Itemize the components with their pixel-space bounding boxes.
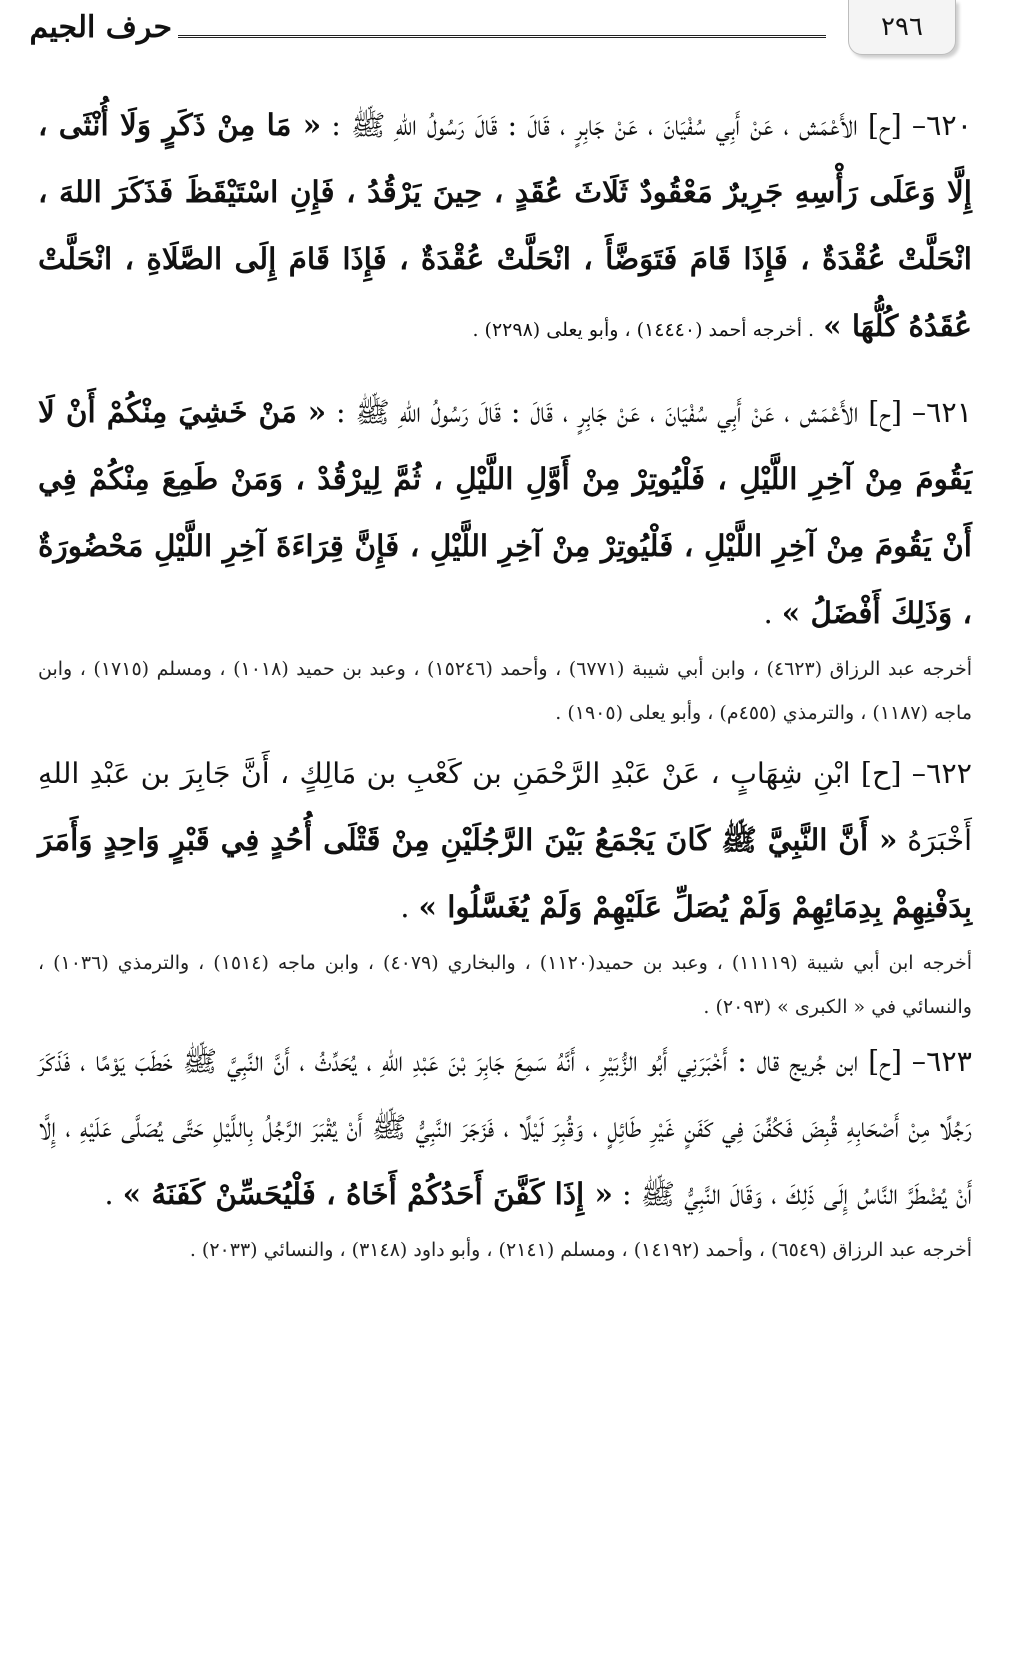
hadith-number: ٦٢١	[926, 396, 973, 429]
hadith-text: « أَنَّ النَّبِيَّ ﷺ كَانَ يَجْمَعُ بَيْنَ الرَّجُلَيْنِ مِنْ قَتْلَى أُحُدٍ فِي قَبْرٍ وَاحِدٍ وَأَمَرَ بِدَفْنِهِمْ بِدِمَائِهِمْ وَلَمْ يُصَلِّ عَلَيْهِمْ وَلَمْ يُغَسَّلُوا »	[38, 822, 972, 924]
hadith-tail: .	[104, 1178, 114, 1211]
hadith-chain: [ح] ابْنِ شِهَابٍ ، عَنْ عَبْدِ الرَّحْمَنِ بن كَعْبِ بن مَالِكٍ ، أَنَّ جَابِرَ بن عَبْدِ اللهِ أَخْبَرَهُ	[38, 757, 972, 857]
hadith-chain: [ح] الأَعْمَش ، عَنْ أَبِي سُفْيَانَ ، عَنْ جَابِرٍ ، قَالَ : قَالَ رَسُولُ اللهِ ﷺ :	[331, 109, 902, 142]
takhrij-note: أخرجه عبد الرزاق (٤٦٢٣) ، وابن أبي شيبة (٦٧٧١) ، وأحمد (١٥٢٤٦) ، وعبد بن حميد (١٠١٨) ، ومسلم (١٧١٥) ، وابن ماجه (١١٨٧) ، والترمذي (٤٥٥م) ، وأبو يعلى (١٩٠٥) .	[38, 658, 972, 724]
hadith-number: ٦٢٠	[926, 109, 973, 142]
takhrij-note: أخرجه عبد الرزاق (٦٥٤٩) ، وأحمد (١٤١٩٢) ، ومسلم (٢١٤١) ، وأبو داود (٣١٤٨) ، والنسائي (٢٠٣٣) .	[189, 1239, 972, 1261]
hadith-number: ٦٢٣	[926, 1045, 972, 1078]
hadith-number: ٦٢٢	[926, 757, 972, 790]
page-content	[38, 92, 972, 1272]
hadith-tail: .	[763, 597, 773, 630]
hadith-tail: . أخرجه أحمد (١٤٤٤٠) ، وأبو يعلى (٢٢٩٨) .	[472, 319, 815, 341]
hadith-text: « مَا مِنْ ذَكَرٍ وَلَا أُنْثَى ، إِلَّا وَعَلَى رَأْسِهِ جَرِيرٌ مَعْقُودٌ ثَلَاثَ عُقَدٍ ، حِينَ يَرْقُدُ ، فَإِنِ اسْتَيْقَظَ فَذَكَرَ اللهَ ، انْحَلَّتْ عُقْدَةٌ ، فَإِذَا قَامَ فَتَوَضَّأَ ، انْحَلَّتْ عُقْدَةٌ ، فَإِذَا قَامَ إِلَى الصَّلَاةِ ، انْحَلَّتْ عُقَدُهُ كُلُّهَا »	[38, 107, 972, 343]
hadith-text: « إِذَا كَفَّنَ أَحَدُكُمْ أَخَاهُ ، فَلْيُحَسِّنْ كَفَنَهُ »	[122, 1176, 613, 1211]
hadith-tail: .	[400, 891, 410, 924]
hadith-621: ٦٢١– [ح] الأَعْمَش ، عَنْ أَبِي سُفْيَانَ ، عَنْ جَابِرٍ ، قَالَ : قَالَ رَسُولُ اللهِ ﷺ : « مَنْ خَشِيَ مِنْكُمْ أَنْ لَا يَقُومَ مِنْ آخِرِ اللَّيْلِ ، فَلْيُوتِرْ مِنْ أَوَّلِ اللَّيْلِ ، ثُمَّ لِيرْقُدْ ، وَمَنْ طَمِعَ مِنْكُمْ فِي أَنْ يَقُومَ مِنْ آخِرِ اللَّيْلِ ، فَلْيُوتِرْ مِنْ آخِرِ اللَّيْلِ ، فَإِنَّ قِرَاءَةَ آخِرِ اللَّيْلِ مَحْضُورَةٌ ، وَذَلِكَ أَفْضَلُ » .	[38, 394, 973, 630]
spacer	[38, 363, 972, 379]
hadith-text: « مَنْ خَشِيَ مِنْكُمْ أَنْ لَا يَقُومَ مِنْ آخِرِ اللَّيْلِ ، فَلْيُوتِرْ مِنْ أَوَّلِ اللَّيْلِ ، ثُمَّ لِيرْقُدْ ، وَمَنْ طَمِعَ مِنْكُمْ فِي أَنْ يَقُومَ مِنْ آخِرِ اللَّيْلِ ، فَلْيُوتِرْ مِنْ آخِرِ اللَّيْلِ ، فَإِنَّ قِرَاءَةَ آخِرِ اللَّيْلِ مَحْضُورَةٌ ، وَذَلِكَ أَفْضَلُ »	[38, 394, 972, 630]
hadith-623: ٦٢٣– [ح] ابن جُريج قال : أَخْبَرَنِي أَبُو الزُّبَيْرِ ، أَنَّهُ سَمِعَ جَابِرَ بْنَ عَبْدِ اللهِ ، يُحَدِّثُ ، أَنَّ النَّبِيَّ ﷺ خَطَبَ يَوْمًا ، فَذَكَرَ رَجُلًا مِنْ أَصْحَابِهِ قُبِضَ فَكُفِّنَ فِي كَفَنٍ غَيْرِ طَائِلٍ ، وَقُبِرَ لَيْلًا ، فَزَجَرَ النَّبِيُّ ﷺ أَنْ يُقْبَرَ الرَّجُلُ بِاللَّيْلِ حَتَّى يُصَلَّى عَلَيْهِ ، إِلَّا أَنْ يُضْطَرَّ النَّاسُ إِلَى ذَلِكَ ، وَقَالَ النَّبِيُّ ﷺ : « إِذَا كَفَّنَ أَحَدُكُمْ أَخَاهُ ، فَلْيُحَسِّنْ كَفَنَهُ » .	[38, 1045, 972, 1211]
header-rule	[178, 35, 826, 38]
page-header	[0, 0, 1010, 60]
takhrij-note: أخرجه ابن أبي شيبة (١١١١٩) ، وعبد بن حميد(١١٢٠) ، والبخاري (٤٠٧٩) ، وابن ماجه (١٥١٤) ، والترمذي (١٠٣٦) ، والنسائي في « الكبرى » (٢٠٩٣) .	[38, 952, 972, 1018]
hadith-622: ٦٢٢– [ح] ابْنِ شِهَابٍ ، عَنْ عَبْدِ الرَّحْمَنِ بن كَعْبِ بن مَالِكٍ ، أَنَّ جَابِرَ بن عَبْدِ اللهِ أَخْبَرَهُ « أَنَّ النَّبِيَّ ﷺ كَانَ يَجْمَعُ بَيْنَ الرَّجُلَيْنِ مِنْ قَتْلَى أُحُدٍ فِي قَبْرٍ وَاحِدٍ وَأَمَرَ بِدَفْنِهِمْ بِدِمَائِهِمْ وَلَمْ يُصَلِّ عَلَيْهِمْ وَلَمْ يُغَسَّلُوا » .	[38, 757, 972, 924]
hadith-chain: [ح] الأَعْمَش ، عَنْ أَبِي سُفْيَانَ ، عَنْ جَابِرٍ ، قَالَ : قَالَ رَسُولُ اللهِ ﷺ :	[336, 396, 903, 429]
hadith-chain: [ح] ابن جُريج قال : أَخْبَرَنِي أَبُو الزُّبَيْرِ ، أَنَّهُ سَمِعَ جَابِرَ بْنَ عَبْدِ اللهِ ، يُحَدِّثُ ، أَنَّ النَّبِيَّ ﷺ خَطَبَ يَوْمًا ، فَذَكَرَ رَجُلًا مِنْ أَصْحَابِهِ قُبِضَ فَكُفِّنَ فِي كَفَنٍ غَيْرِ طَائِلٍ ، وَقُبِرَ لَيْلًا ، فَزَجَرَ النَّبِيُّ ﷺ أَنْ يُقْبَرَ الرَّجُلُ بِاللَّيْلِ حَتَّى يُصَلَّى عَلَيْهِ ، إِلَّا أَنْ يُضْطَرَّ النَّاسُ إِلَى ذَلِكَ ، وَقَالَ النَّبِيُّ ﷺ :	[38, 1045, 972, 1211]
running-title: حرف الجيم	[29, 10, 172, 45]
hadith-620: ٦٢٠– [ح] الأَعْمَش ، عَنْ أَبِي سُفْيَانَ ، عَنْ جَابِرٍ ، قَالَ : قَالَ رَسُولُ اللهِ ﷺ : « مَا مِنْ ذَكَرٍ وَلَا أُنْثَى ، إِلَّا وَعَلَى رَأْسِهِ جَرِيرٌ مَعْقُودٌ ثَلَاثَ عُقَدٍ ، حِينَ يَرْقُدُ ، فَإِنِ اسْتَيْقَظَ فَذَكَرَ اللهَ ، انْحَلَّتْ عُقْدَةٌ ، فَإِذَا قَامَ فَتَوَضَّأَ ، انْحَلَّتْ عُقْدَةٌ ، فَإِذَا قَامَ إِلَى الصَّلَاةِ ، انْحَلَّتْ عُقَدُهُ كُلُّهَا » . أخرجه أحمد (١٤٤٤٠) ، وأبو يعلى (٢٢٩٨) .	[38, 107, 973, 343]
page-number: ٢٩٦	[848, 0, 956, 55]
